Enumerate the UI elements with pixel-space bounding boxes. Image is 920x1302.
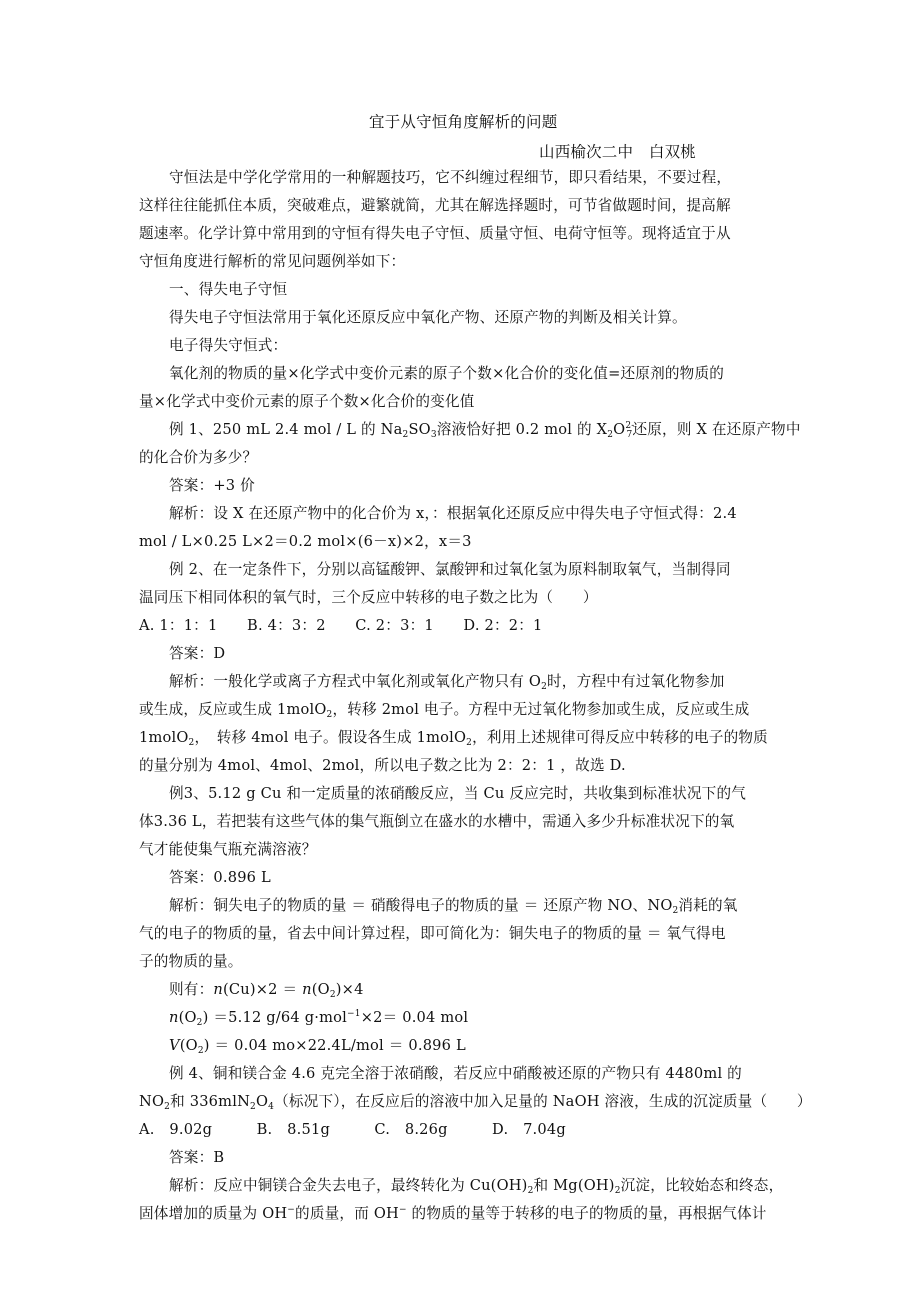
intro-line: 这样往往能抓住本质，突破难点，避繁就简，尤其在解选择题时，可节省做题时间，提高解 — [139, 197, 731, 214]
section-description: 得失电子守恒法常用于氧化还原反应中氧化产物、还原产物的判断及相关计算。 — [169, 309, 687, 326]
example3-calc: $n(O_2) =5.12$ g/64 g·mol$^{-1}$×2＝ 0.04 mol — [169, 1009, 469, 1028]
formula-line: 氧化剂的物质的量×化学式中变价元素的原子个数×化合价的变化值=还原剂的物质的 — [169, 365, 725, 382]
example1-analysis: 解析：设 X 在还原产物中的化合价为 x，：根据氧化还原反应中得失电子守恒式得：2.4 — [169, 505, 737, 522]
example2-analysis: 解析：一般化学或离子方程式中氧化剂或氧化产物只有 $O_2$时，方程中有过氧化物参加 — [169, 673, 725, 692]
example3-question: 体3.36 L，若把装有这些气体的集气瓶倒立在盛水的水槽中，需通入多少升标准状况下的氧 — [139, 813, 735, 830]
example2-analysis: 或生成，反应或生成 1molO$_2$，转移 2mol 电子。方程中无过氧化物参加或生成，反应或生成 — [139, 701, 750, 720]
example2-question: 温同压下相同体积的氧气时，三个反应中转移的电子数之比为（ ） — [139, 589, 598, 606]
example4-answer: 答案：B — [169, 1149, 225, 1166]
example2-analysis: 的量分别为 4mol、4mol、2mol，所以电子数之比为 2：2：1 ，故选 D. — [139, 757, 626, 774]
example2-options: A. 1：1：1 B. 4：3：2 C. 2：3：1 D. 2：2：1 — [139, 617, 543, 634]
formula-label: 电子得失守恒式： — [169, 337, 288, 354]
example1-answer: 答案：+3 价 — [169, 477, 255, 494]
example3-calc: 则有：$n(Cu)\times 2 = n(O_2)\times 4$ — [169, 981, 364, 1000]
example3-analysis: 子的物质的量。 — [139, 953, 243, 970]
example3-answer: 答案：0.896 L — [169, 869, 271, 886]
example1-question: 例 1、250 mL 2.4 mol / L 的 $Na_2SO_3$溶液恰好把 0.2 mol 的 $X_2O^{2-}_7$还原，则 X 在还原产物中 — [169, 421, 801, 440]
example4-question: 例 4、铜和镁合金 4.6 克完全溶于浓硝酸，若反应中硝酸被还原的产物只有 4480ml 的 — [169, 1065, 742, 1082]
intro-line: 守恒法是中学化学常用的一种解题技巧，它不纠缠过程细节，即只看结果，不要过程， — [169, 169, 732, 186]
intro-line: 题速率。化学计算中常用到的守恒有得失电子守恒、质量守恒、电荷守恒等。现将适宜于从 — [139, 225, 731, 242]
example2-question: 例 2、在一定条件下，分别以高锰酸钾、氯酸钾和过氧化氢为原料制取氧气，当制得同 — [169, 561, 731, 578]
document-title: 宜于从守恒角度解析的问题 — [369, 113, 558, 131]
example4-question: $NO_2$和 $336mlN_2O_4$（标况下），在反应后的溶液中加入足量的 NaOH 溶液，生成的沉淀质量（ ） — [139, 1093, 812, 1112]
example3-question: 例3、5.12 g Cu 和一定质量的浓硝酸反应，当 Cu 反应完时，共收集到标准状况下的气 — [169, 785, 747, 802]
example1-analysis: mol / L×0.25 L×2＝0.2 mol×(6－x)×2，x＝3 — [139, 533, 472, 550]
example1-question: 的化合价为多少？ — [139, 449, 258, 466]
example4-analysis: 解析：反应中铜镁合金失去电子，最终转化为 $Cu(OH)_2$和 $Mg(OH)_2$沉淀，比较始态和终态， — [169, 1177, 784, 1196]
example4-analysis: 固体增加的质量为 OH−的质量，而 OH− 的物质的量等于转移的电子的物质的量，再根据气体计 — [139, 1205, 767, 1222]
example2-analysis: 1molO$_2$， 转移 4mol 电子。假设各生成 1molO$_2$，利用上述规律可得反应中转移的电子的物质 — [139, 729, 768, 748]
example2-answer: 答案：D — [169, 645, 226, 662]
section-heading: 一、得失电子守恒 — [169, 281, 288, 298]
example3-question: 气才能使集气瓶充满溶液？ — [139, 841, 317, 858]
example3-calc: $V(O_2) = 0.04$ mo×22.4L/mol ＝ 0.896 L — [169, 1037, 466, 1056]
intro-line: 守恒角度进行解析的常见问题例举如下： — [139, 253, 406, 270]
document-author: 山西榆次二中 白双桃 — [539, 143, 697, 161]
formula-line: 量×化学式中变价元素的原子个数×化合价的变化值 — [139, 393, 475, 410]
example3-analysis: 气的电子的物质的量，省去中间计算过程，即可简化为：铜失电子的物质的量 ＝ 氧气得电 — [139, 925, 726, 942]
example3-analysis: 解析：铜失电子的物质的量 ＝ 硝酸得电子的物质的量 ＝ 还原产物 NO、$NO_2$消耗的氧 — [169, 897, 738, 916]
example4-options: A. 9.02g B. 8.51g C. 8.26g D. 7.04g — [139, 1121, 566, 1138]
